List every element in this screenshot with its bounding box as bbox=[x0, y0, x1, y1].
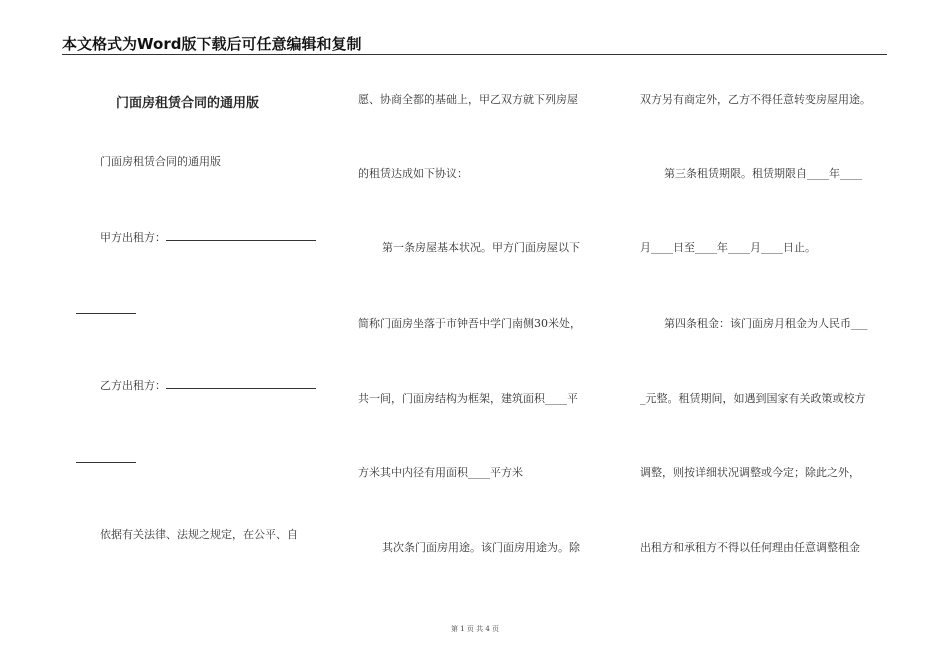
column-2-line-5: 共一间，门面房结构为框架，建筑面积____平 bbox=[358, 392, 578, 405]
column-2-line-3: 第一条房屋基本状况。甲方门面房屋以下 bbox=[382, 241, 580, 254]
column-2-line-4: 简称门面房坐落于市钟吾中学门南侧30米处， bbox=[358, 317, 581, 330]
party-b-label: 乙方出租方： bbox=[100, 379, 166, 392]
party-a-label: 甲方出租方： bbox=[100, 231, 166, 244]
party-a-blank bbox=[166, 230, 316, 241]
column-3-line-3: 月____日至____年____月____日止。 bbox=[640, 241, 816, 254]
column-2-line-2: 的租赁达成如下协议： bbox=[358, 167, 468, 180]
header-rule bbox=[62, 54, 887, 55]
column-2-line-7: 其次条门面房用途。该门面房用途为。除 bbox=[382, 541, 580, 554]
party-a-blank-continued bbox=[76, 303, 136, 318]
column-3-line-7: 出租方和承租方不得以任何理由任意调整租金 bbox=[640, 541, 860, 554]
party-a-blank-2 bbox=[76, 303, 136, 314]
party-b-blank-continued bbox=[76, 452, 136, 467]
column-3-line-5: _元整。租赁期间，如遇到国家有关政策或校方 bbox=[640, 392, 866, 405]
party-b-line bbox=[100, 378, 350, 393]
party-b-blank bbox=[166, 378, 316, 389]
column-1-subtitle: 门面房租赁合同的通用版 bbox=[100, 155, 221, 168]
column-3-line-4: 第四条租金：该门面房月租金为人民币___ bbox=[664, 317, 868, 330]
header-title: 本文格式为Word版下载后可任意编辑和复制 bbox=[62, 35, 362, 53]
column-3-line-2: 第三条租赁期限。租赁期限自____年____ bbox=[664, 167, 862, 180]
document-title: 门面房租赁合同的通用版 bbox=[116, 96, 260, 111]
column-3-line-1: 双方另有商定外，乙方不得任意转变房屋用途。 bbox=[640, 93, 871, 106]
column-2-line-1: 愿、协商全都的基础上，甲乙双方就下列房屋 bbox=[358, 93, 578, 106]
column-3-line-6: 调整，则按详细状况调整或今定；除此之外， bbox=[640, 466, 860, 479]
party-b-blank-2 bbox=[76, 452, 136, 463]
party-a-line bbox=[100, 230, 350, 245]
column-1-paragraph-start: 依据有关法律、法规之规定，在公平、自 bbox=[100, 528, 298, 541]
column-2-line-6: 方米其中内径有用面积____平方米 bbox=[358, 466, 523, 479]
page-footer: 第 1 页 共 4 页 bbox=[450, 625, 500, 633]
